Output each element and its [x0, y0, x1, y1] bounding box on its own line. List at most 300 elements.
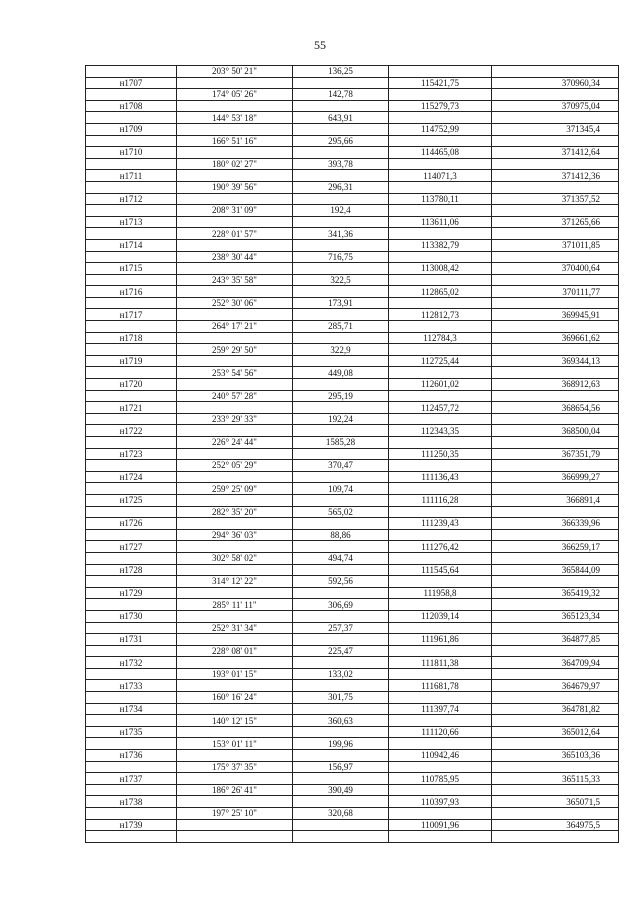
- coord-y: 364709,94: [492, 657, 619, 669]
- segment-length: 199,96: [293, 738, 389, 750]
- empty-cell: [86, 297, 177, 309]
- empty-cell: [389, 460, 492, 472]
- empty-cell: [177, 657, 293, 669]
- segment-length: 192,4: [293, 205, 389, 217]
- point-row: [86, 123, 619, 135]
- segment-row: [86, 552, 619, 564]
- empty-cell: [492, 599, 619, 611]
- point-row: [86, 77, 619, 89]
- empty-cell: [86, 413, 177, 425]
- empty-cell: [86, 645, 177, 657]
- coord-x: 111811,38: [389, 657, 492, 669]
- empty-cell: [86, 181, 177, 193]
- segment-length: 322,5: [293, 274, 389, 286]
- point-row: [86, 332, 619, 344]
- segment-row: [86, 622, 619, 634]
- direction-angle: 314° 12' 22": [177, 576, 293, 588]
- point-row: [86, 448, 619, 460]
- empty-cell: [492, 784, 619, 796]
- point-name: н1722: [86, 425, 177, 437]
- empty-cell: [86, 668, 177, 680]
- point-row: [86, 657, 619, 669]
- empty-cell: [177, 564, 293, 576]
- point-row: [86, 773, 619, 785]
- empty-cell: [293, 750, 389, 762]
- segment-length: 301,75: [293, 692, 389, 704]
- empty-cell: [492, 321, 619, 333]
- empty-cell: [177, 587, 293, 599]
- point-row: [86, 425, 619, 437]
- empty-cell: [389, 66, 492, 78]
- segment-row: [86, 321, 619, 333]
- segment-length: 320,68: [293, 808, 389, 820]
- point-row: [86, 216, 619, 228]
- empty-cell: [177, 448, 293, 460]
- empty-cell: [86, 761, 177, 773]
- segment-row: [86, 228, 619, 240]
- empty-cell: [86, 506, 177, 518]
- coord-x: 111116,28: [389, 494, 492, 506]
- segment-row: [86, 274, 619, 286]
- coord-y: 368500,04: [492, 425, 619, 437]
- point-name: н1713: [86, 216, 177, 228]
- empty-cell: [293, 332, 389, 344]
- segment-row: [86, 576, 619, 588]
- empty-cell: [177, 309, 293, 321]
- direction-angle: 203° 50' 21": [177, 66, 293, 78]
- coord-x: 112784,3: [389, 332, 492, 344]
- empty-cell: [389, 668, 492, 680]
- point-name: н1712: [86, 193, 177, 205]
- point-name: н1709: [86, 123, 177, 135]
- direction-angle: 175° 37' 35": [177, 761, 293, 773]
- empty-cell: [177, 425, 293, 437]
- empty-cell: [492, 228, 619, 240]
- segment-length: 449,08: [293, 367, 389, 379]
- point-name: н1735: [86, 726, 177, 738]
- point-name: н1733: [86, 680, 177, 692]
- empty-cell: [492, 89, 619, 101]
- coord-y: 370400,64: [492, 263, 619, 275]
- segment-length: 296,31: [293, 181, 389, 193]
- empty-cell: [293, 216, 389, 228]
- empty-cell: [389, 483, 492, 495]
- point-name: н1716: [86, 286, 177, 298]
- point-name: н1724: [86, 471, 177, 483]
- segment-length: 257,37: [293, 622, 389, 634]
- segment-length: 1585,28: [293, 437, 389, 449]
- empty-cell: [177, 680, 293, 692]
- empty-cell: [177, 379, 293, 391]
- coord-y: 371357,52: [492, 193, 619, 205]
- coord-x: 112039,14: [389, 610, 492, 622]
- empty-cell: [389, 761, 492, 773]
- empty-cell: [177, 819, 293, 831]
- coord-x: 111120,66: [389, 726, 492, 738]
- empty-cell: [177, 286, 293, 298]
- coord-x: 112457,72: [389, 402, 492, 414]
- direction-angle: 140° 12' 15": [177, 715, 293, 727]
- empty-cell: [389, 205, 492, 217]
- direction-angle: 302° 58' 02": [177, 552, 293, 564]
- coord-x: 112601,02: [389, 379, 492, 391]
- empty-cell: [389, 692, 492, 704]
- empty-cell: [492, 112, 619, 124]
- segment-length: 565,02: [293, 506, 389, 518]
- empty-cell: [86, 228, 177, 240]
- empty-cell: [86, 274, 177, 286]
- coord-x: 110397,93: [389, 796, 492, 808]
- empty-cell: [492, 413, 619, 425]
- coord-y: 367351,79: [492, 448, 619, 460]
- empty-cell: [177, 518, 293, 530]
- point-row: [86, 402, 619, 414]
- segment-row: [86, 761, 619, 773]
- segment-row: [86, 831, 619, 843]
- empty-cell: [389, 181, 492, 193]
- empty-cell: [177, 123, 293, 135]
- segment-row: [86, 738, 619, 750]
- direction-angle: 186° 26' 41": [177, 784, 293, 796]
- point-name: н1708: [86, 100, 177, 112]
- coord-y: 366259,17: [492, 541, 619, 553]
- empty-cell: [177, 216, 293, 228]
- empty-cell: [293, 564, 389, 576]
- direction-angle: 240° 57' 28": [177, 390, 293, 402]
- point-row: [86, 309, 619, 321]
- coord-y: 369945,91: [492, 309, 619, 321]
- point-name: н1721: [86, 402, 177, 414]
- point-row: [86, 587, 619, 599]
- direction-angle: 252° 31' 34": [177, 622, 293, 634]
- coord-x: 114071,3: [389, 170, 492, 182]
- empty-cell: [293, 193, 389, 205]
- coord-x: 114465,08: [389, 147, 492, 159]
- segment-row: [86, 89, 619, 101]
- empty-cell: [177, 355, 293, 367]
- segment-length: 285,71: [293, 321, 389, 333]
- point-name: н1714: [86, 239, 177, 251]
- segment-row: [86, 251, 619, 263]
- coord-y: 364877,85: [492, 634, 619, 646]
- coord-y: 364975,5: [492, 819, 619, 831]
- empty-cell: [86, 158, 177, 170]
- empty-cell: [86, 205, 177, 217]
- empty-cell: [293, 77, 389, 89]
- empty-cell: [389, 228, 492, 240]
- coord-y: 368654,56: [492, 402, 619, 414]
- coord-x: 110942,46: [389, 750, 492, 762]
- segment-row: [86, 66, 619, 78]
- empty-cell: [293, 796, 389, 808]
- point-name: н1734: [86, 703, 177, 715]
- point-row: [86, 471, 619, 483]
- empty-cell: [389, 413, 492, 425]
- point-name: н1720: [86, 379, 177, 391]
- coord-x: 111397,74: [389, 703, 492, 715]
- point-row: [86, 286, 619, 298]
- empty-cell: [492, 483, 619, 495]
- empty-cell: [293, 541, 389, 553]
- point-name: н1707: [86, 77, 177, 89]
- empty-cell: [293, 263, 389, 275]
- direction-angle: 238° 30' 44": [177, 251, 293, 263]
- coord-y: 365123,34: [492, 610, 619, 622]
- segment-row: [86, 205, 619, 217]
- empty-cell: [86, 784, 177, 796]
- segment-row: [86, 645, 619, 657]
- empty-cell: [492, 205, 619, 217]
- point-row: [86, 379, 619, 391]
- empty-cell: [177, 726, 293, 738]
- point-row: [86, 518, 619, 530]
- empty-cell: [492, 576, 619, 588]
- empty-cell: [389, 529, 492, 541]
- coord-x: 114752,99: [389, 123, 492, 135]
- empty-cell: [492, 738, 619, 750]
- direction-angle: 285° 11' 11": [177, 599, 293, 611]
- segment-row: [86, 715, 619, 727]
- point-row: [86, 819, 619, 831]
- direction-angle: 174° 05' 26": [177, 89, 293, 101]
- empty-cell: [389, 506, 492, 518]
- point-name: н1736: [86, 750, 177, 762]
- empty-cell: [389, 321, 492, 333]
- empty-cell: [389, 808, 492, 820]
- empty-cell: [492, 251, 619, 263]
- segment-length: 88,86: [293, 529, 389, 541]
- direction-angle: 193° 01' 15": [177, 668, 293, 680]
- empty-cell: [177, 263, 293, 275]
- direction-angle: 197° 25' 10": [177, 808, 293, 820]
- empty-cell: [177, 796, 293, 808]
- segment-length: 393,78: [293, 158, 389, 170]
- coord-x: 112725,44: [389, 355, 492, 367]
- coord-x: 112865,02: [389, 286, 492, 298]
- empty-cell: [389, 89, 492, 101]
- point-name: н1731: [86, 634, 177, 646]
- empty-cell: [492, 274, 619, 286]
- point-row: [86, 170, 619, 182]
- coord-x: 111276,42: [389, 541, 492, 553]
- empty-cell: [389, 715, 492, 727]
- point-name: н1732: [86, 657, 177, 669]
- coord-x: 111545,64: [389, 564, 492, 576]
- point-row: [86, 263, 619, 275]
- segment-length: 109,74: [293, 483, 389, 495]
- empty-cell: [492, 761, 619, 773]
- empty-cell: [492, 390, 619, 402]
- empty-cell: [389, 112, 492, 124]
- direction-angle: 190° 39' 56": [177, 181, 293, 193]
- empty-cell: [293, 448, 389, 460]
- coord-y: 371412,36: [492, 170, 619, 182]
- empty-cell: [492, 668, 619, 680]
- segment-length: 295,19: [293, 390, 389, 402]
- coord-y: 365103,36: [492, 750, 619, 762]
- empty-cell: [492, 808, 619, 820]
- empty-cell: [389, 367, 492, 379]
- empty-cell: [293, 494, 389, 506]
- direction-angle: 259° 25' 09": [177, 483, 293, 495]
- empty-cell: [86, 390, 177, 402]
- point-name: н1730: [86, 610, 177, 622]
- point-row: [86, 726, 619, 738]
- segment-length: [293, 831, 389, 843]
- segment-length: 716,75: [293, 251, 389, 263]
- segment-length: 370,47: [293, 460, 389, 472]
- empty-cell: [86, 738, 177, 750]
- coord-x: 112343,35: [389, 425, 492, 437]
- segment-length: 592,56: [293, 576, 389, 588]
- empty-cell: [389, 576, 492, 588]
- coord-x: 110785,95: [389, 773, 492, 785]
- empty-cell: [293, 819, 389, 831]
- point-name: н1726: [86, 518, 177, 530]
- coord-y: 370111,77: [492, 286, 619, 298]
- coord-y: 365419,32: [492, 587, 619, 599]
- coord-x: 115421,75: [389, 77, 492, 89]
- empty-cell: [86, 66, 177, 78]
- coord-x: 111136,43: [389, 471, 492, 483]
- empty-cell: [389, 344, 492, 356]
- empty-cell: [293, 634, 389, 646]
- point-name: н1738: [86, 796, 177, 808]
- empty-cell: [177, 147, 293, 159]
- empty-cell: [389, 158, 492, 170]
- page-number: 55: [314, 38, 326, 52]
- coord-x: 111681,78: [389, 680, 492, 692]
- point-row: [86, 750, 619, 762]
- coord-y: 365012,64: [492, 726, 619, 738]
- empty-cell: [86, 251, 177, 263]
- empty-cell: [492, 715, 619, 727]
- empty-cell: [492, 367, 619, 379]
- coord-y: 368912,63: [492, 379, 619, 391]
- segment-row: [86, 599, 619, 611]
- empty-cell: [389, 437, 492, 449]
- coord-x: 113611,06: [389, 216, 492, 228]
- segment-row: [86, 344, 619, 356]
- coord-y: 369661,62: [492, 332, 619, 344]
- segment-row: [86, 181, 619, 193]
- point-name: н1725: [86, 494, 177, 506]
- segment-row: [86, 297, 619, 309]
- direction-angle: 294° 36' 03": [177, 529, 293, 541]
- empty-cell: [389, 645, 492, 657]
- empty-cell: [177, 193, 293, 205]
- segment-row: [86, 413, 619, 425]
- segment-length: 341,36: [293, 228, 389, 240]
- point-name: н1718: [86, 332, 177, 344]
- empty-cell: [86, 622, 177, 634]
- direction-angle: 160° 16' 24": [177, 692, 293, 704]
- direction-angle: 228° 08' 01": [177, 645, 293, 657]
- point-row: [86, 703, 619, 715]
- coord-x: 110091,96: [389, 819, 492, 831]
- coord-y: 370975,04: [492, 100, 619, 112]
- segment-row: [86, 668, 619, 680]
- direction-angle: 253° 54' 56": [177, 367, 293, 379]
- empty-cell: [177, 750, 293, 762]
- empty-cell: [86, 89, 177, 101]
- empty-cell: [177, 494, 293, 506]
- segment-row: [86, 460, 619, 472]
- empty-cell: [293, 402, 389, 414]
- segment-length: 390,49: [293, 784, 389, 796]
- empty-cell: [293, 425, 389, 437]
- empty-cell: [389, 622, 492, 634]
- point-name: н1711: [86, 170, 177, 182]
- empty-cell: [389, 831, 492, 843]
- empty-cell: [492, 645, 619, 657]
- coord-x: 113008,42: [389, 263, 492, 275]
- coord-y: 366339,96: [492, 518, 619, 530]
- coord-y: 364781,82: [492, 703, 619, 715]
- coord-x: 113780,11: [389, 193, 492, 205]
- empty-cell: [492, 297, 619, 309]
- empty-cell: [293, 587, 389, 599]
- empty-cell: [492, 529, 619, 541]
- empty-cell: [177, 634, 293, 646]
- point-row: [86, 355, 619, 367]
- point-row: [86, 634, 619, 646]
- empty-cell: [86, 367, 177, 379]
- segment-row: [86, 529, 619, 541]
- point-name: н1715: [86, 263, 177, 275]
- point-name: н1723: [86, 448, 177, 460]
- point-row: [86, 796, 619, 808]
- empty-cell: [86, 529, 177, 541]
- empty-cell: [86, 552, 177, 564]
- direction-angle: 180° 02' 27": [177, 158, 293, 170]
- point-row: [86, 147, 619, 159]
- empty-cell: [492, 437, 619, 449]
- coord-y: 370960,34: [492, 77, 619, 89]
- segment-row: [86, 808, 619, 820]
- segment-length: 136,25: [293, 66, 389, 78]
- empty-cell: [177, 541, 293, 553]
- coordinates-table: [85, 65, 619, 843]
- empty-cell: [492, 692, 619, 704]
- segment-length: 360,63: [293, 715, 389, 727]
- empty-cell: [293, 309, 389, 321]
- direction-angle: 233° 29' 33": [177, 413, 293, 425]
- empty-cell: [177, 402, 293, 414]
- empty-cell: [389, 251, 492, 263]
- point-name: н1727: [86, 541, 177, 553]
- segment-length: 295,66: [293, 135, 389, 147]
- segment-length: 142,78: [293, 89, 389, 101]
- coord-y: 371265,66: [492, 216, 619, 228]
- empty-cell: [389, 274, 492, 286]
- empty-cell: [177, 239, 293, 251]
- segment-row: [86, 390, 619, 402]
- point-row: [86, 239, 619, 251]
- empty-cell: [293, 773, 389, 785]
- empty-cell: [492, 66, 619, 78]
- coord-y: 364679,97: [492, 680, 619, 692]
- direction-angle: 264° 17' 21": [177, 321, 293, 333]
- point-name: н1737: [86, 773, 177, 785]
- coord-y: 371412,64: [492, 147, 619, 159]
- empty-cell: [86, 321, 177, 333]
- empty-cell: [492, 506, 619, 518]
- empty-cell: [389, 297, 492, 309]
- point-row: [86, 494, 619, 506]
- segment-row: [86, 483, 619, 495]
- empty-cell: [293, 379, 389, 391]
